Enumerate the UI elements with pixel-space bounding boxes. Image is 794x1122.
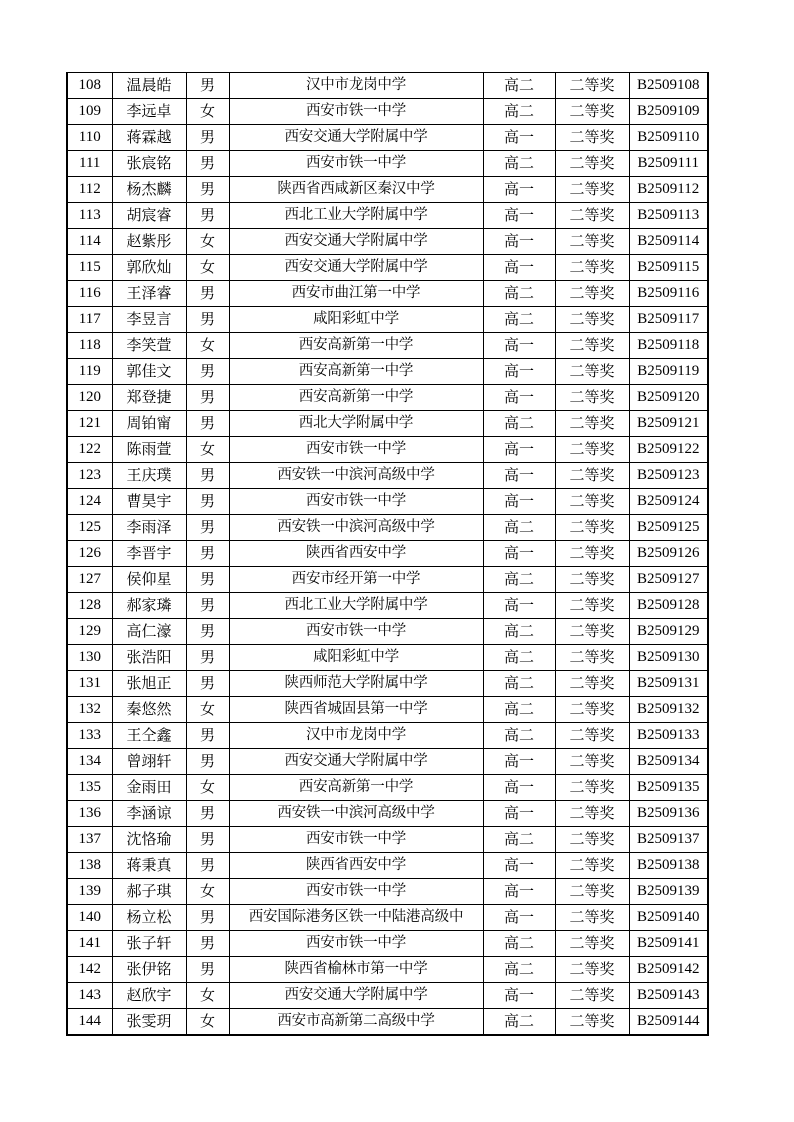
- cell-student-name: 王仝鑫: [112, 723, 186, 749]
- cell-school: 陕西省西安中学: [229, 541, 483, 567]
- cell-number: 110: [67, 125, 112, 151]
- cell-gender: 女: [186, 333, 229, 359]
- cell-number: 111: [67, 151, 112, 177]
- cell-school: 西安交通大学附属中学: [229, 749, 483, 775]
- cell-certificate-code: B2509118: [629, 333, 708, 359]
- cell-award: 二等奖: [555, 723, 629, 749]
- cell-number: 129: [67, 619, 112, 645]
- cell-number: 139: [67, 879, 112, 905]
- cell-certificate-code: B2509125: [629, 515, 708, 541]
- table-row: [67, 229, 708, 255]
- cell-certificate-code: B2509137: [629, 827, 708, 853]
- cell-student-name: 胡宸睿: [112, 203, 186, 229]
- cell-grade: 高二: [483, 567, 555, 593]
- cell-certificate-code: B2509144: [629, 1009, 708, 1036]
- cell-number: 123: [67, 463, 112, 489]
- cell-award: 二等奖: [555, 359, 629, 385]
- cell-award: 二等奖: [555, 489, 629, 515]
- table-row: [67, 931, 708, 957]
- cell-award: 二等奖: [555, 957, 629, 983]
- cell-certificate-code: B2509135: [629, 775, 708, 801]
- cell-student-name: 李远卓: [112, 99, 186, 125]
- cell-certificate-code: B2509130: [629, 645, 708, 671]
- cell-number: 109: [67, 99, 112, 125]
- cell-grade: 高一: [483, 749, 555, 775]
- cell-school: 西安市经开第一中学: [229, 567, 483, 593]
- cell-certificate-code: B2509143: [629, 983, 708, 1009]
- cell-grade: 高二: [483, 281, 555, 307]
- cell-certificate-code: B2509111: [629, 151, 708, 177]
- cell-grade: 高二: [483, 151, 555, 177]
- cell-certificate-code: B2509139: [629, 879, 708, 905]
- cell-student-name: 杨杰麟: [112, 177, 186, 203]
- cell-gender: 女: [186, 1009, 229, 1036]
- cell-grade: 高二: [483, 645, 555, 671]
- cell-certificate-code: B2509116: [629, 281, 708, 307]
- cell-school: 西安交通大学附属中学: [229, 229, 483, 255]
- table-row: [67, 541, 708, 567]
- cell-award: 二等奖: [555, 177, 629, 203]
- cell-gender: 男: [186, 827, 229, 853]
- cell-grade: 高一: [483, 203, 555, 229]
- cell-grade: 高二: [483, 307, 555, 333]
- table-row: [67, 463, 708, 489]
- cell-student-name: 郝家璘: [112, 593, 186, 619]
- cell-number: 121: [67, 411, 112, 437]
- cell-gender: 男: [186, 905, 229, 931]
- cell-number: 141: [67, 931, 112, 957]
- table-row: [67, 905, 708, 931]
- cell-grade: 高一: [483, 125, 555, 151]
- cell-student-name: 周铂甯: [112, 411, 186, 437]
- cell-student-name: 张旭正: [112, 671, 186, 697]
- cell-certificate-code: B2509115: [629, 255, 708, 281]
- cell-school: 西安高新第一中学: [229, 775, 483, 801]
- cell-school: 陕西省城固县第一中学: [229, 697, 483, 723]
- cell-gender: 男: [186, 203, 229, 229]
- cell-school: 西北工业大学附属中学: [229, 593, 483, 619]
- cell-certificate-code: B2509126: [629, 541, 708, 567]
- cell-grade: 高一: [483, 541, 555, 567]
- cell-student-name: 郭欣灿: [112, 255, 186, 281]
- cell-student-name: 高仁濠: [112, 619, 186, 645]
- cell-award: 二等奖: [555, 411, 629, 437]
- cell-school: 西安高新第一中学: [229, 359, 483, 385]
- cell-gender: 男: [186, 359, 229, 385]
- cell-award: 二等奖: [555, 333, 629, 359]
- cell-gender: 男: [186, 385, 229, 411]
- cell-student-name: 王泽睿: [112, 281, 186, 307]
- cell-number: 130: [67, 645, 112, 671]
- cell-number: 117: [67, 307, 112, 333]
- cell-award: 二等奖: [555, 125, 629, 151]
- table-row: [67, 697, 708, 723]
- table-row: [67, 99, 708, 125]
- cell-number: 137: [67, 827, 112, 853]
- table-row: [67, 437, 708, 463]
- cell-number: 135: [67, 775, 112, 801]
- cell-gender: 男: [186, 151, 229, 177]
- cell-award: 二等奖: [555, 99, 629, 125]
- cell-certificate-code: B2509120: [629, 385, 708, 411]
- cell-school: 西安铁一中滨河高级中学: [229, 515, 483, 541]
- cell-award: 二等奖: [555, 73, 629, 99]
- cell-student-name: 赵紫彤: [112, 229, 186, 255]
- cell-school: 陕西省西安中学: [229, 853, 483, 879]
- cell-gender: 男: [186, 281, 229, 307]
- cell-gender: 女: [186, 437, 229, 463]
- cell-school: 西安国际港务区铁一中陆港高级中: [229, 905, 483, 931]
- cell-student-name: 王庆璞: [112, 463, 186, 489]
- table-row: [67, 671, 708, 697]
- cell-gender: 男: [186, 853, 229, 879]
- cell-award: 二等奖: [555, 1009, 629, 1036]
- table-row: [67, 827, 708, 853]
- cell-number: 142: [67, 957, 112, 983]
- cell-award: 二等奖: [555, 385, 629, 411]
- cell-grade: 高二: [483, 619, 555, 645]
- cell-student-name: 李晋宇: [112, 541, 186, 567]
- cell-award: 二等奖: [555, 827, 629, 853]
- table-row: [67, 281, 708, 307]
- cell-school: 陕西省西咸新区秦汉中学: [229, 177, 483, 203]
- cell-grade: 高一: [483, 255, 555, 281]
- cell-certificate-code: B2509138: [629, 853, 708, 879]
- cell-award: 二等奖: [555, 255, 629, 281]
- cell-award: 二等奖: [555, 203, 629, 229]
- cell-award: 二等奖: [555, 671, 629, 697]
- cell-number: 138: [67, 853, 112, 879]
- cell-award: 二等奖: [555, 593, 629, 619]
- cell-certificate-code: B2509114: [629, 229, 708, 255]
- cell-gender: 男: [186, 125, 229, 151]
- cell-certificate-code: B2509134: [629, 749, 708, 775]
- cell-school: 西安高新第一中学: [229, 385, 483, 411]
- cell-certificate-code: B2509123: [629, 463, 708, 489]
- cell-school: 陕西省榆林市第一中学: [229, 957, 483, 983]
- cell-gender: 男: [186, 463, 229, 489]
- cell-number: 133: [67, 723, 112, 749]
- cell-grade: 高一: [483, 593, 555, 619]
- cell-school: 西安市铁一中学: [229, 151, 483, 177]
- cell-certificate-code: B2509129: [629, 619, 708, 645]
- cell-award: 二等奖: [555, 515, 629, 541]
- table-row: [67, 333, 708, 359]
- cell-number: 124: [67, 489, 112, 515]
- cell-certificate-code: B2509133: [629, 723, 708, 749]
- cell-certificate-code: B2509141: [629, 931, 708, 957]
- cell-student-name: 张浩阳: [112, 645, 186, 671]
- table-row: [67, 177, 708, 203]
- table-row: [67, 255, 708, 281]
- cell-student-name: 李昱言: [112, 307, 186, 333]
- cell-school: 汉中市龙岗中学: [229, 723, 483, 749]
- cell-student-name: 曾翊轩: [112, 749, 186, 775]
- cell-student-name: 郑登捷: [112, 385, 186, 411]
- cell-grade: 高二: [483, 957, 555, 983]
- cell-grade: 高一: [483, 359, 555, 385]
- table-row: [67, 983, 708, 1009]
- cell-student-name: 杨立松: [112, 905, 186, 931]
- cell-award: 二等奖: [555, 775, 629, 801]
- cell-gender: 女: [186, 775, 229, 801]
- cell-certificate-code: B2509132: [629, 697, 708, 723]
- cell-gender: 男: [186, 541, 229, 567]
- cell-grade: 高一: [483, 333, 555, 359]
- cell-gender: 男: [186, 177, 229, 203]
- table-row: [67, 749, 708, 775]
- cell-grade: 高一: [483, 385, 555, 411]
- cell-student-name: 沈恪瑜: [112, 827, 186, 853]
- cell-gender: 男: [186, 593, 229, 619]
- cell-number: 136: [67, 801, 112, 827]
- table-row: [67, 619, 708, 645]
- cell-certificate-code: B2509128: [629, 593, 708, 619]
- cell-gender: 男: [186, 801, 229, 827]
- cell-grade: 高一: [483, 853, 555, 879]
- table-row: [67, 359, 708, 385]
- cell-school: 西安市铁一中学: [229, 619, 483, 645]
- award-list-table: [66, 72, 709, 1036]
- cell-number: 132: [67, 697, 112, 723]
- cell-student-name: 曹昊宇: [112, 489, 186, 515]
- cell-school: 西安市铁一中学: [229, 879, 483, 905]
- cell-grade: 高一: [483, 489, 555, 515]
- cell-award: 二等奖: [555, 879, 629, 905]
- cell-school: 西安铁一中滨河高级中学: [229, 801, 483, 827]
- table-row: [67, 593, 708, 619]
- cell-certificate-code: B2509108: [629, 73, 708, 99]
- cell-number: 120: [67, 385, 112, 411]
- table-row: [67, 853, 708, 879]
- cell-certificate-code: B2509121: [629, 411, 708, 437]
- cell-gender: 男: [186, 723, 229, 749]
- table-row: [67, 1009, 708, 1036]
- cell-student-name: 张子轩: [112, 931, 186, 957]
- cell-gender: 男: [186, 411, 229, 437]
- cell-student-name: 蒋秉真: [112, 853, 186, 879]
- cell-certificate-code: B2509117: [629, 307, 708, 333]
- cell-school: 西安交通大学附属中学: [229, 983, 483, 1009]
- cell-student-name: 侯仰星: [112, 567, 186, 593]
- cell-student-name: 郝子琪: [112, 879, 186, 905]
- cell-student-name: 李涵谅: [112, 801, 186, 827]
- cell-gender: 女: [186, 983, 229, 1009]
- cell-certificate-code: B2509119: [629, 359, 708, 385]
- cell-gender: 女: [186, 229, 229, 255]
- cell-award: 二等奖: [555, 983, 629, 1009]
- cell-certificate-code: B2509109: [629, 99, 708, 125]
- cell-certificate-code: B2509112: [629, 177, 708, 203]
- cell-award: 二等奖: [555, 905, 629, 931]
- cell-certificate-code: B2509113: [629, 203, 708, 229]
- cell-grade: 高一: [483, 775, 555, 801]
- cell-award: 二等奖: [555, 307, 629, 333]
- cell-grade: 高一: [483, 983, 555, 1009]
- table-row: [67, 645, 708, 671]
- table-row: [67, 723, 708, 749]
- cell-grade: 高二: [483, 1009, 555, 1036]
- cell-gender: 男: [186, 749, 229, 775]
- cell-number: 144: [67, 1009, 112, 1036]
- cell-certificate-code: B2509142: [629, 957, 708, 983]
- cell-grade: 高一: [483, 177, 555, 203]
- cell-number: 119: [67, 359, 112, 385]
- cell-student-name: 张雯玥: [112, 1009, 186, 1036]
- cell-school: 西安市曲江第一中学: [229, 281, 483, 307]
- cell-grade: 高二: [483, 99, 555, 125]
- table-row: [67, 489, 708, 515]
- cell-grade: 高一: [483, 463, 555, 489]
- cell-school: 咸阳彩虹中学: [229, 307, 483, 333]
- cell-gender: 女: [186, 255, 229, 281]
- cell-certificate-code: B2509122: [629, 437, 708, 463]
- cell-gender: 男: [186, 73, 229, 99]
- cell-gender: 男: [186, 645, 229, 671]
- cell-gender: 女: [186, 99, 229, 125]
- cell-school: 西安高新第一中学: [229, 333, 483, 359]
- cell-school: 西安市铁一中学: [229, 437, 483, 463]
- cell-gender: 男: [186, 931, 229, 957]
- cell-certificate-code: B2509131: [629, 671, 708, 697]
- cell-certificate-code: B2509110: [629, 125, 708, 151]
- cell-student-name: 陈雨萱: [112, 437, 186, 463]
- cell-gender: 男: [186, 619, 229, 645]
- cell-award: 二等奖: [555, 463, 629, 489]
- table-row: [67, 515, 708, 541]
- cell-school: 西安市高新第二高级中学: [229, 1009, 483, 1036]
- cell-school: 西安铁一中滨河高级中学: [229, 463, 483, 489]
- cell-school: 汉中市龙岗中学: [229, 73, 483, 99]
- cell-grade: 高一: [483, 879, 555, 905]
- cell-student-name: 张伊铭: [112, 957, 186, 983]
- cell-certificate-code: B2509127: [629, 567, 708, 593]
- cell-gender: 女: [186, 879, 229, 905]
- cell-number: 108: [67, 73, 112, 99]
- cell-number: 126: [67, 541, 112, 567]
- cell-certificate-code: B2509124: [629, 489, 708, 515]
- cell-number: 115: [67, 255, 112, 281]
- cell-gender: 女: [186, 697, 229, 723]
- cell-grade: 高一: [483, 437, 555, 463]
- cell-award: 二等奖: [555, 931, 629, 957]
- cell-number: 116: [67, 281, 112, 307]
- table-row: [67, 73, 708, 99]
- cell-grade: 高二: [483, 73, 555, 99]
- cell-grade: 高二: [483, 697, 555, 723]
- cell-student-name: 赵欣宇: [112, 983, 186, 1009]
- cell-number: 112: [67, 177, 112, 203]
- table-row: [67, 775, 708, 801]
- cell-award: 二等奖: [555, 567, 629, 593]
- cell-number: 113: [67, 203, 112, 229]
- cell-number: 118: [67, 333, 112, 359]
- cell-gender: 男: [186, 515, 229, 541]
- cell-number: 127: [67, 567, 112, 593]
- cell-student-name: 金雨田: [112, 775, 186, 801]
- table-row: [67, 151, 708, 177]
- cell-gender: 男: [186, 489, 229, 515]
- cell-number: 128: [67, 593, 112, 619]
- cell-school: 西安市铁一中学: [229, 931, 483, 957]
- table-row: [67, 411, 708, 437]
- cell-student-name: 李雨泽: [112, 515, 186, 541]
- table-row: [67, 801, 708, 827]
- cell-school: 西北工业大学附属中学: [229, 203, 483, 229]
- table-row: [67, 385, 708, 411]
- cell-award: 二等奖: [555, 619, 629, 645]
- cell-grade: 高二: [483, 827, 555, 853]
- table-row: [67, 879, 708, 905]
- cell-grade: 高一: [483, 229, 555, 255]
- cell-award: 二等奖: [555, 697, 629, 723]
- cell-gender: 男: [186, 671, 229, 697]
- cell-student-name: 温晨皓: [112, 73, 186, 99]
- cell-student-name: 李笑萱: [112, 333, 186, 359]
- cell-number: 143: [67, 983, 112, 1009]
- cell-gender: 男: [186, 567, 229, 593]
- cell-grade: 高一: [483, 905, 555, 931]
- cell-award: 二等奖: [555, 151, 629, 177]
- cell-gender: 男: [186, 307, 229, 333]
- cell-award: 二等奖: [555, 749, 629, 775]
- cell-school: 西安市铁一中学: [229, 99, 483, 125]
- cell-number: 122: [67, 437, 112, 463]
- cell-number: 134: [67, 749, 112, 775]
- cell-certificate-code: B2509140: [629, 905, 708, 931]
- cell-number: 114: [67, 229, 112, 255]
- award-list-body: [67, 73, 708, 1036]
- cell-school: 西安市铁一中学: [229, 827, 483, 853]
- cell-student-name: 蒋霖越: [112, 125, 186, 151]
- cell-school: 咸阳彩虹中学: [229, 645, 483, 671]
- cell-grade: 高二: [483, 723, 555, 749]
- table-row: [67, 307, 708, 333]
- cell-school: 西安市铁一中学: [229, 489, 483, 515]
- cell-school: 西安交通大学附属中学: [229, 125, 483, 151]
- cell-certificate-code: B2509136: [629, 801, 708, 827]
- cell-award: 二等奖: [555, 229, 629, 255]
- cell-grade: 高二: [483, 515, 555, 541]
- table-row: [67, 203, 708, 229]
- table-row: [67, 957, 708, 983]
- cell-grade: 高二: [483, 671, 555, 697]
- cell-school: 西北大学附属中学: [229, 411, 483, 437]
- cell-award: 二等奖: [555, 281, 629, 307]
- cell-award: 二等奖: [555, 645, 629, 671]
- cell-grade: 高二: [483, 411, 555, 437]
- table-row: [67, 125, 708, 151]
- cell-number: 125: [67, 515, 112, 541]
- cell-student-name: 张宸铭: [112, 151, 186, 177]
- cell-student-name: 郭佳文: [112, 359, 186, 385]
- cell-school: 西安交通大学附属中学: [229, 255, 483, 281]
- cell-student-name: 秦悠然: [112, 697, 186, 723]
- cell-number: 131: [67, 671, 112, 697]
- cell-grade: 高一: [483, 801, 555, 827]
- cell-school: 陕西师范大学附属中学: [229, 671, 483, 697]
- cell-award: 二等奖: [555, 437, 629, 463]
- cell-award: 二等奖: [555, 801, 629, 827]
- cell-award: 二等奖: [555, 541, 629, 567]
- table-row: [67, 567, 708, 593]
- cell-award: 二等奖: [555, 853, 629, 879]
- cell-number: 140: [67, 905, 112, 931]
- cell-grade: 高二: [483, 931, 555, 957]
- cell-gender: 男: [186, 957, 229, 983]
